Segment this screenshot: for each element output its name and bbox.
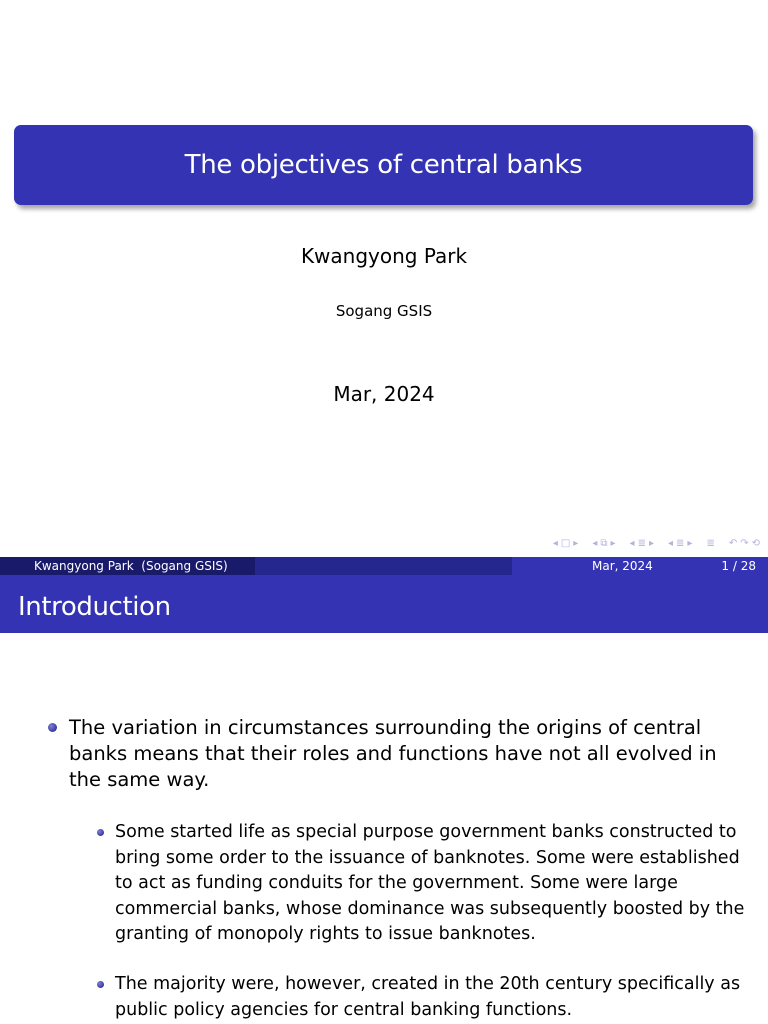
slide-title: The objectives of central banks: [184, 150, 583, 180]
nav-subsection-icon[interactable]: ≣: [637, 538, 646, 549]
footline-author: Kwangyong Park (Sogang GSIS): [0, 557, 255, 575]
list-item: [97, 820, 757, 948]
bullet-icon: [97, 981, 104, 988]
content-slide: [0, 575, 768, 1024]
nav-slide-icon[interactable]: □: [560, 538, 571, 549]
beamer-navigation-bar[interactable]: [553, 538, 760, 549]
nav-prev-section-icon[interactable]: ◂: [667, 538, 674, 549]
nav-search-icon[interactable]: ⟲: [751, 538, 760, 549]
nav-back-icon[interactable]: ↶: [728, 538, 738, 549]
nav-prev-slide-icon[interactable]: ◂: [552, 538, 558, 549]
nav-next-slide-icon[interactable]: ▸: [573, 538, 579, 549]
nav-next-section-icon[interactable]: ▸: [687, 538, 693, 549]
bullet-icon: [97, 829, 104, 836]
nav-frame-icon[interactable]: ⧉: [600, 538, 608, 549]
nav-prev-subsection-icon[interactable]: ◂: [629, 538, 635, 549]
nav-document-icon[interactable]: ≣: [706, 538, 715, 549]
footline-page-number: 1 / 28: [721, 559, 756, 573]
bullet-icon: [48, 723, 57, 732]
footline-title-area: [255, 557, 512, 575]
title-box: [14, 125, 753, 205]
institute-name: Sogang GSIS: [335, 302, 433, 320]
nav-next-subsection-icon[interactable]: ▸: [648, 538, 654, 549]
list-item: [48, 715, 753, 793]
frame-title: Introduction: [0, 575, 768, 633]
nav-forward-icon[interactable]: ↷: [740, 538, 749, 549]
nav-prev-frame-icon[interactable]: ◂: [592, 538, 598, 549]
footline-date: Mar, 2024: [592, 559, 653, 573]
footline-right: [512, 557, 768, 575]
presentation-date: Mar, 2024: [333, 382, 435, 406]
bullet-text: The variation in circumstances surrounding the origins of central banks means that their roles and functions have not all evolved in the same way.: [69, 716, 717, 791]
sub-bullet-text: The majority were, however, created in the 20th century specifically as public policy agencies for central banking functions.: [115, 974, 741, 1020]
footline: [0, 557, 768, 575]
list-item: [97, 972, 757, 1023]
author-name: Kwangyong Park: [300, 244, 468, 268]
nav-next-frame-icon[interactable]: ▸: [610, 538, 616, 549]
sub-bullet-text: Some started life as special purpose government banks constructed to bring some order to the issuance of banknotes. Some were established to act as funding conduits for the government. Some were large commercial banks, whose dominance was subsequently boosted by the granting of monopoly rights to issue banknotes.: [115, 822, 745, 944]
nav-section-icon[interactable]: ≣: [676, 538, 685, 549]
